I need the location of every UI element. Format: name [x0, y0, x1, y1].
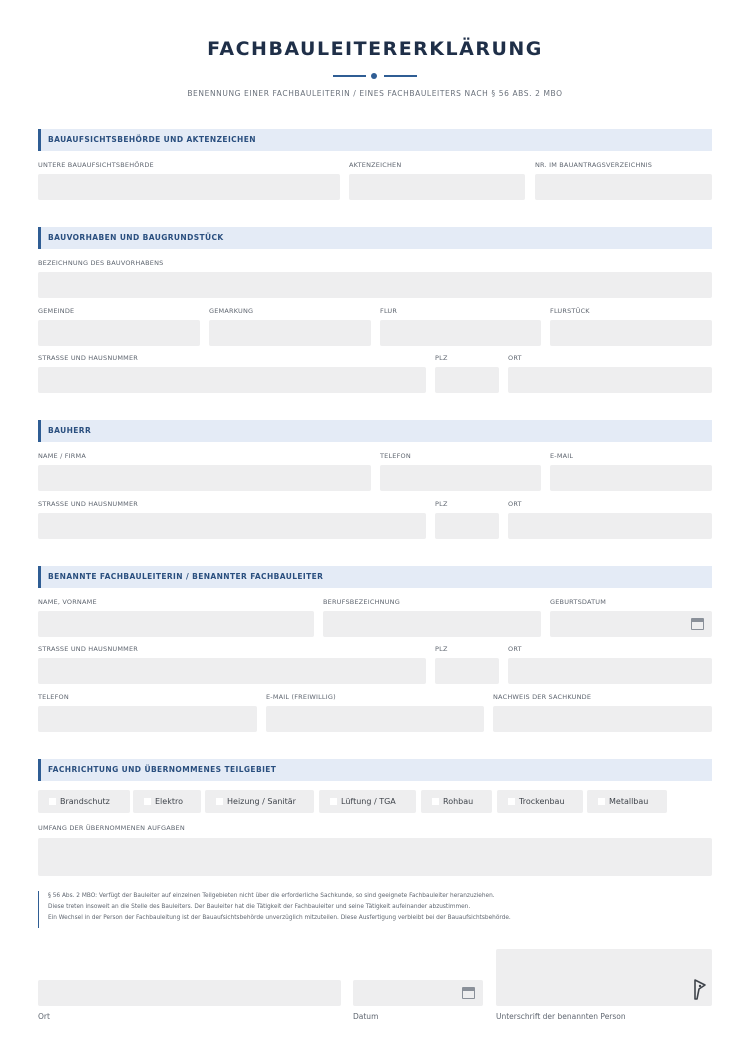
owner-street-input[interactable] [38, 513, 426, 539]
checkbox-box[interactable] [215, 797, 224, 806]
calendar-icon[interactable] [462, 987, 475, 999]
specialist-city-label: ORT [508, 645, 522, 653]
birthdate-label: GEBURTSDATUM [550, 598, 607, 606]
owner-zip-input[interactable] [435, 513, 499, 539]
specialist-email-label: E-MAIL (FREIWILLIG) [266, 693, 336, 701]
owner-city-label: ORT [508, 500, 522, 508]
checkbox-label: Rohbau [443, 797, 474, 806]
section-header-authority [38, 129, 712, 151]
section-title: FACHRICHTUNG UND ÜBERNOMMENES TEILGEBIET [48, 765, 277, 774]
note-line: Diese treten insoweit an die Stelle des Bauleiters. Der Bauleiter hat die Tätigkeit der Fachbauleiter und seine Tätigkeit aufeinander abzustimmen. [48, 904, 471, 910]
checkbox-box[interactable] [329, 797, 338, 806]
section-header-owner [38, 420, 712, 442]
page-subtitle: BENENNUNG EINER FACHBAULEITERIN / EINES FACHBAULEITERS NACH § 56 ABS. 2 MBO [187, 89, 563, 98]
profession-label: BERUFSBEZEICHNUNG [323, 598, 400, 606]
checkbox-trockenbau[interactable] [497, 790, 583, 813]
checkbox-heizung-sanitaer[interactable] [205, 790, 314, 813]
checkbox-label: Metallbau [609, 797, 649, 806]
district-label: GEMARKUNG [209, 307, 254, 315]
municipality-label: GEMEINDE [38, 307, 75, 315]
district-input[interactable] [209, 320, 371, 346]
checkbox-elektro[interactable] [133, 790, 201, 813]
checkbox-label: Lüftung / TGA [341, 797, 396, 806]
authority-label: UNTERE BAUAUFSICHTSBEHÖRDE [38, 161, 154, 169]
owner-phone-label: TELEFON [380, 452, 411, 460]
checkbox-label: Heizung / Sanitär [227, 797, 296, 806]
owner-email-input[interactable] [550, 465, 712, 491]
register-number-label: NR. IM BAUANTRAGSVERZEICHNIS [535, 161, 653, 169]
checkbox-metallbau[interactable] [587, 790, 667, 813]
checkbox-label: Elektro [155, 797, 183, 806]
checkbox-box[interactable] [431, 797, 440, 806]
scope-textarea[interactable] [38, 838, 712, 876]
checkbox-label: Brandschutz [60, 797, 110, 806]
project-name-input[interactable] [38, 272, 712, 298]
section-title: BENANNTE FACHBAULEITERIN / BENANNTER FACHBAULEITER [48, 572, 324, 581]
date-input[interactable] [353, 980, 483, 1006]
place-input[interactable] [38, 980, 341, 1006]
specialist-zip-input[interactable] [435, 658, 499, 684]
checkbox-rohbau[interactable] [421, 790, 492, 813]
page-title: FACHBAULEITERERKLÄRUNG [207, 38, 543, 60]
scope-label: UMFANG DER ÜBERNOMMENEN AUFGABEN [38, 824, 185, 832]
owner-name-label: NAME / FIRMA [38, 452, 86, 460]
section-header-specialist [38, 566, 712, 588]
birthdate-input[interactable] [550, 611, 712, 637]
checkbox-box[interactable] [48, 797, 57, 806]
project-street-label: STRASSE UND HAUSNUMMER [38, 354, 138, 362]
proof-label: NACHWEIS DER SACHKUNDE [493, 693, 592, 701]
checkbox-label: Trockenbau [519, 797, 565, 806]
project-name-label: BEZEICHNUNG DES BAUVORHABENS [38, 259, 164, 267]
parcel-label: FLURSTÜCK [550, 307, 590, 315]
project-city-input[interactable] [508, 367, 712, 393]
pen-icon [693, 978, 707, 1000]
title-divider [333, 71, 417, 81]
section-title: BAUAUFSICHTSBEHÖRDE UND AKTENZEICHEN [48, 135, 256, 144]
specialist-phone-label: TELEFON [38, 693, 69, 701]
checkbox-box[interactable] [507, 797, 516, 806]
calendar-icon[interactable] [691, 618, 704, 630]
profession-input[interactable] [323, 611, 541, 637]
file-number-label: AKTENZEICHEN [349, 161, 402, 169]
owner-email-label: E-MAIL [550, 452, 574, 460]
place-label: Ort [38, 1012, 50, 1021]
municipality-input[interactable] [38, 320, 200, 346]
specialist-zip-label: PLZ [435, 645, 448, 653]
file-number-input[interactable] [349, 174, 525, 200]
legal-note [38, 891, 712, 928]
signature-label: Unterschrift der benannten Person [496, 1012, 626, 1021]
project-street-input[interactable] [38, 367, 426, 393]
checkbox-brandschutz[interactable] [38, 790, 130, 813]
signature-field[interactable] [496, 949, 712, 1006]
project-zip-input[interactable] [435, 367, 499, 393]
specialist-phone-input[interactable] [38, 706, 257, 732]
flur-input[interactable] [380, 320, 541, 346]
owner-phone-input[interactable] [380, 465, 541, 491]
checkbox-lueftung-tga[interactable] [319, 790, 416, 813]
specialist-city-input[interactable] [508, 658, 712, 684]
project-city-label: ORT [508, 354, 522, 362]
specialist-street-input[interactable] [38, 658, 426, 684]
section-title: BAUVORHABEN UND BAUGRUNDSTÜCK [48, 233, 224, 242]
owner-city-input[interactable] [508, 513, 712, 539]
section-title: BAUHERR [48, 426, 92, 435]
flur-label: FLUR [380, 307, 398, 315]
authority-input[interactable] [38, 174, 340, 200]
section-header-discipline [38, 759, 712, 781]
date-label: Datum [353, 1012, 379, 1021]
specialist-email-input[interactable] [266, 706, 484, 732]
note-line: Ein Wechsel in der Person der Fachbauleitung ist der Bauaufsichtsbehörde unverzüglich mitzuteilen. Diese Ausfertigung verbleibt bei der Bauaufsichtsbehörde. [48, 915, 511, 921]
project-zip-label: PLZ [435, 354, 448, 362]
specialist-name-input[interactable] [38, 611, 314, 637]
parcel-input[interactable] [550, 320, 712, 346]
section-header-project [38, 227, 712, 249]
note-line: § 56 Abs. 2 MBO: Verfügt der Bauleiter auf einzelnen Teilgebieten nicht über die erforderliche Sachkunde, so sind geeignete Fachbauleiter heranzuziehen. [48, 893, 495, 899]
checkbox-box[interactable] [143, 797, 152, 806]
proof-input[interactable] [493, 706, 712, 732]
specialist-name-label: NAME, VORNAME [38, 598, 97, 606]
specialist-street-label: STRASSE UND HAUSNUMMER [38, 645, 138, 653]
owner-name-input[interactable] [38, 465, 371, 491]
owner-street-label: STRASSE UND HAUSNUMMER [38, 500, 138, 508]
register-number-input[interactable] [535, 174, 712, 200]
owner-zip-label: PLZ [435, 500, 448, 508]
checkbox-box[interactable] [597, 797, 606, 806]
